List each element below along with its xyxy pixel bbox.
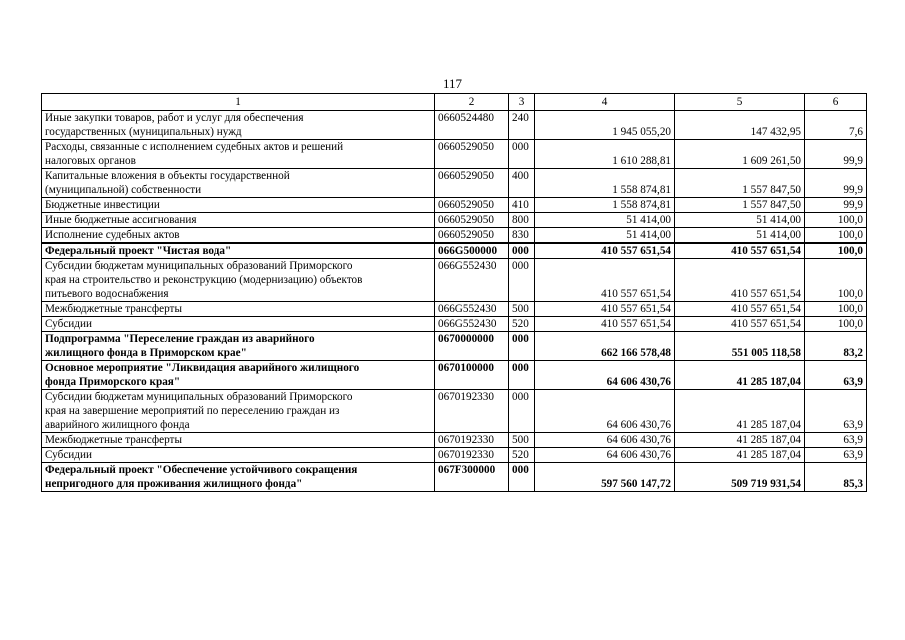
row-code-cell: 066G552430 (435, 259, 509, 302)
row-type-cell: 830 (509, 228, 535, 244)
row-code-cell: 0670000000 (435, 332, 509, 361)
row-col4-cell: 64 606 430,76 (535, 361, 675, 390)
row-col6-cell: 7,6 (805, 111, 867, 140)
row-code-cell: 0670192330 (435, 433, 509, 448)
row-name-cell (42, 259, 435, 302)
table-body (42, 111, 867, 492)
row-code-cell: 066G552430 (435, 302, 509, 317)
row-code-cell: 0670100000 (435, 361, 509, 390)
row-name-line: Межбюджетные трансферты (45, 303, 182, 315)
row-col4-cell: 410 557 651,54 (535, 243, 675, 259)
row-col4-cell: 64 606 430,76 (535, 390, 675, 433)
table-row (42, 361, 867, 390)
row-col5-cell: 1 557 847,50 (675, 169, 805, 198)
row-col5-cell: 41 285 187,04 (675, 390, 805, 433)
row-type-cell: 520 (509, 317, 535, 332)
row-code-cell: 067F300000 (435, 463, 509, 492)
row-name-line: Субсидии (45, 449, 92, 461)
row-name-line: Иные бюджетные ассигнования (45, 214, 197, 226)
table-row (42, 390, 867, 433)
table-row (42, 228, 867, 244)
row-name-cell (42, 243, 435, 259)
row-col6-cell: 63,9 (805, 390, 867, 433)
row-type-cell: 410 (509, 198, 535, 213)
row-name-line: Субсидии бюджетам муниципальных образований Приморского (45, 260, 353, 272)
row-code-cell: 066G500000 (435, 243, 509, 259)
row-type-cell: 000 (509, 390, 535, 433)
table-row (42, 213, 867, 228)
row-name-cell (42, 317, 435, 332)
row-code-cell: 0660529050 (435, 213, 509, 228)
row-col5-cell: 147 432,95 (675, 111, 805, 140)
row-name-line: Расходы, связанные с исполнением судебных актов и решений (45, 141, 344, 153)
row-code-cell: 0670192330 (435, 390, 509, 433)
row-type-cell: 500 (509, 302, 535, 317)
row-col6-cell: 85,3 (805, 463, 867, 492)
row-col5-cell: 41 285 187,04 (675, 361, 805, 390)
header-col-5: 5 (675, 94, 805, 111)
row-name-line: питьевого водоснабжения (45, 288, 169, 300)
row-type-cell: 520 (509, 448, 535, 463)
row-col4-cell: 64 606 430,76 (535, 448, 675, 463)
row-name-cell (42, 433, 435, 448)
row-type-cell: 000 (509, 259, 535, 302)
table-row (42, 140, 867, 169)
row-col4-cell: 410 557 651,54 (535, 317, 675, 332)
row-name-line: аварийного жилищного фонда (45, 419, 190, 431)
row-col5-cell: 410 557 651,54 (675, 317, 805, 332)
header-col-3: 3 (509, 94, 535, 111)
table-row (42, 111, 867, 140)
row-col6-cell: 100,0 (805, 213, 867, 228)
row-col6-cell: 99,9 (805, 198, 867, 213)
row-type-cell: 000 (509, 140, 535, 169)
row-type-cell: 800 (509, 213, 535, 228)
row-name-cell (42, 448, 435, 463)
row-col6-cell: 100,0 (805, 317, 867, 332)
table-row (42, 169, 867, 198)
table-row (42, 332, 867, 361)
row-col5-cell: 41 285 187,04 (675, 448, 805, 463)
row-col5-cell: 51 414,00 (675, 228, 805, 244)
row-name-line: фонда Приморского края" (45, 376, 181, 388)
row-col4-cell: 662 166 578,48 (535, 332, 675, 361)
row-col5-cell: 551 005 118,58 (675, 332, 805, 361)
row-col5-cell: 1 609 261,50 (675, 140, 805, 169)
row-type-cell: 500 (509, 433, 535, 448)
row-col6-cell: 100,0 (805, 302, 867, 317)
row-name-line: Федеральный проект "Чистая вода" (45, 245, 232, 257)
table-row (42, 317, 867, 332)
row-name-cell (42, 463, 435, 492)
table-row (42, 198, 867, 213)
row-name-line: государственных (муниципальных) нужд (45, 126, 242, 138)
row-name-cell (42, 169, 435, 198)
row-code-cell: 0660529050 (435, 198, 509, 213)
row-col4-cell: 1 945 055,20 (535, 111, 675, 140)
row-col6-cell: 99,9 (805, 140, 867, 169)
header-col-1: 1 (42, 94, 435, 111)
row-name-cell (42, 228, 435, 244)
row-col4-cell: 64 606 430,76 (535, 433, 675, 448)
row-name-line: Субсидии бюджетам муниципальных образований Приморского (45, 391, 353, 403)
row-name-line: края на строительство и реконструкцию (модернизацию) объектов (45, 274, 363, 286)
row-type-cell: 240 (509, 111, 535, 140)
row-col4-cell: 1 558 874,81 (535, 169, 675, 198)
row-col6-cell: 83,2 (805, 332, 867, 361)
row-col5-cell: 410 557 651,54 (675, 243, 805, 259)
row-name-cell (42, 213, 435, 228)
row-col6-cell: 63,9 (805, 448, 867, 463)
row-name-line: Основное мероприятие "Ликвидация аварийного жилищного (45, 362, 360, 374)
table-row (42, 259, 867, 302)
row-name-cell (42, 198, 435, 213)
row-col6-cell: 100,0 (805, 243, 867, 259)
row-col5-cell: 410 557 651,54 (675, 302, 805, 317)
row-name-line: налоговых органов (45, 155, 136, 167)
row-name-line: Федеральный проект "Обеспечение устойчивого сокращения (45, 464, 358, 476)
row-col4-cell: 410 557 651,54 (535, 302, 675, 317)
row-name-line: Межбюджетные трансферты (45, 434, 182, 446)
header-col-6: 6 (805, 94, 867, 111)
row-col6-cell: 100,0 (805, 259, 867, 302)
row-name-line: Исполнение судебных актов (45, 229, 180, 241)
table-row (42, 448, 867, 463)
row-col4-cell: 1 610 288,81 (535, 140, 675, 169)
row-name-line: края на завершение мероприятий по переселению граждан из (45, 405, 340, 417)
row-col5-cell: 41 285 187,04 (675, 433, 805, 448)
row-name-line: (муниципальной) собственности (45, 184, 202, 196)
budget-table (41, 93, 867, 492)
row-name-line: Бюджетные инвестиции (45, 199, 160, 211)
row-code-cell: 0660529050 (435, 228, 509, 244)
table-header-row (42, 94, 867, 111)
row-col5-cell: 51 414,00 (675, 213, 805, 228)
row-name-cell (42, 390, 435, 433)
row-type-cell: 000 (509, 361, 535, 390)
table-row (42, 243, 867, 259)
row-name-line: непригодного для проживания жилищного фонда" (45, 478, 303, 490)
row-name-line: Капитальные вложения в объекты государственной (45, 170, 290, 182)
row-code-cell: 0660524480 (435, 111, 509, 140)
row-col6-cell: 63,9 (805, 433, 867, 448)
row-code-cell: 0670192330 (435, 448, 509, 463)
row-type-cell: 400 (509, 169, 535, 198)
table-row (42, 302, 867, 317)
row-col6-cell: 100,0 (805, 228, 867, 244)
header-col-4: 4 (535, 94, 675, 111)
row-type-cell: 000 (509, 463, 535, 492)
header-col-2: 2 (435, 94, 509, 111)
row-name-line: жилищного фонда в Приморском крае" (45, 347, 247, 359)
row-name-cell (42, 302, 435, 317)
table-row (42, 463, 867, 492)
row-col4-cell: 51 414,00 (535, 213, 675, 228)
row-code-cell: 066G552430 (435, 317, 509, 332)
row-name-line: Иные закупки товаров, работ и услуг для обеспечения (45, 112, 304, 124)
row-col5-cell: 1 557 847,50 (675, 198, 805, 213)
row-type-cell: 000 (509, 243, 535, 259)
row-col4-cell: 410 557 651,54 (535, 259, 675, 302)
row-code-cell: 0660529050 (435, 169, 509, 198)
row-name-cell (42, 332, 435, 361)
row-col6-cell: 63,9 (805, 361, 867, 390)
page-number: 117 (442, 76, 463, 91)
row-col5-cell: 410 557 651,54 (675, 259, 805, 302)
row-name-cell (42, 111, 435, 140)
row-name-line: Субсидии (45, 318, 92, 330)
table-row (42, 433, 867, 448)
row-name-cell (42, 140, 435, 169)
row-col6-cell: 99,9 (805, 169, 867, 198)
row-name-cell (42, 361, 435, 390)
row-col5-cell: 509 719 931,54 (675, 463, 805, 492)
row-code-cell: 0660529050 (435, 140, 509, 169)
row-col4-cell: 51 414,00 (535, 228, 675, 244)
row-col4-cell: 1 558 874,81 (535, 198, 675, 213)
row-type-cell: 000 (509, 332, 535, 361)
row-col4-cell: 597 560 147,72 (535, 463, 675, 492)
row-name-line: Подпрограмма "Переселение граждан из аварийного (45, 333, 315, 345)
